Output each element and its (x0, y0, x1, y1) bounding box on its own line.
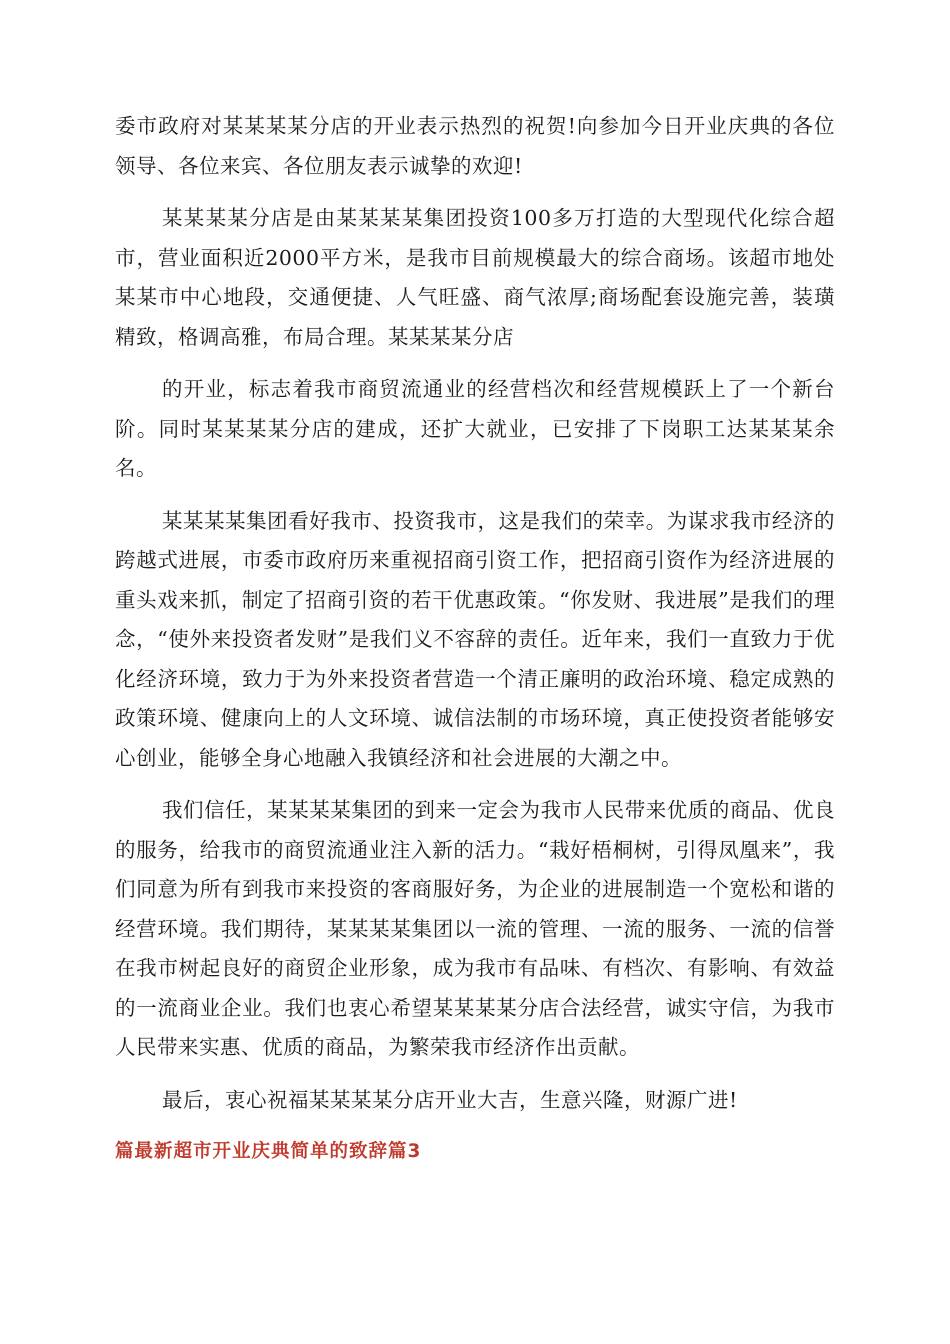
paragraph-store-intro: 某某某某分店是由某某某某集团投资100多万打造的大型现代化综合超市，营业面积近2000平方米，是我市目前规模最大的综合商场。该超市地处某某市中心地段，交通便捷、人气旺盛、商气浓厚;商场配套设施完善，装璜精致，格调高雅，布局合理。某某某某分店 (115, 206, 835, 349)
paragraph-opening-significance: 的开业，标志着我市商贸流通业的经营档次和经营规模跃上了一个新台阶。同时某某某某分店的建成，还扩大就业，已安排了下岗职工达某某某余名。 (115, 377, 835, 480)
section-heading: 篇最新超市开业庆典简单的致辞篇3 (115, 1141, 422, 1162)
paragraph-investment: 某某某某集团看好我市、投资我市，这是我们的荣幸。为谋求我市经济的跨越式进展，市委市政府历来重视招商引资工作，把招商引资作为经济进展的重头戏来抓，制定了招商引资的若干优惠政策。“你发财、我进展”是我们的理念，“使外来投资者发财”是我们义不容辞的责任。近年来，我们一直致力于优化经济环境，致力于为外来投资者营造一个清正廉明的政治环境、稳定成熟的政策环境、健康向上的人文环境、诚信法制的市场环境，真正使投资者能够安心创业，能够全身心地融入我镇经济和社会进展的大潮之中。 (115, 508, 835, 770)
paragraph-expectations: 我们信任，某某某某集团的到来一定会为我市人民带来优质的商品、优良的服务，给我市的商贸流通业注入新的活力。“栽好梧桐树，引得凤凰来”，我们同意为所有到我市来投资的客商服好务，为企业的进展制造一个宽松和谐的经营环境。我们期待，某某某某集团以一流的管理、一流的服务、一流的信誉在我市树起良好的商贸企业形象，成为我市有品味、有档次、有影响、有效益的一流商业企业。我们也衷心希望某某某某分店合法经营，诚实守信，为我市人民带来实惠、优质的商品，为繁荣我市经济作出贡献。 (115, 798, 835, 1059)
document-body (115, 107, 835, 1167)
paragraph-welcome: 委市政府对某某某某分店的开业表示热烈的祝贺!向参加今日开业庆典的各位领导、各位来宾、各位朋友表示诚挚的欢迎! (115, 114, 835, 178)
paragraph-closing-wishes: 最后，衷心祝福某某某某分店开业大吉，生意兴隆，财源广进! (162, 1087, 738, 1112)
